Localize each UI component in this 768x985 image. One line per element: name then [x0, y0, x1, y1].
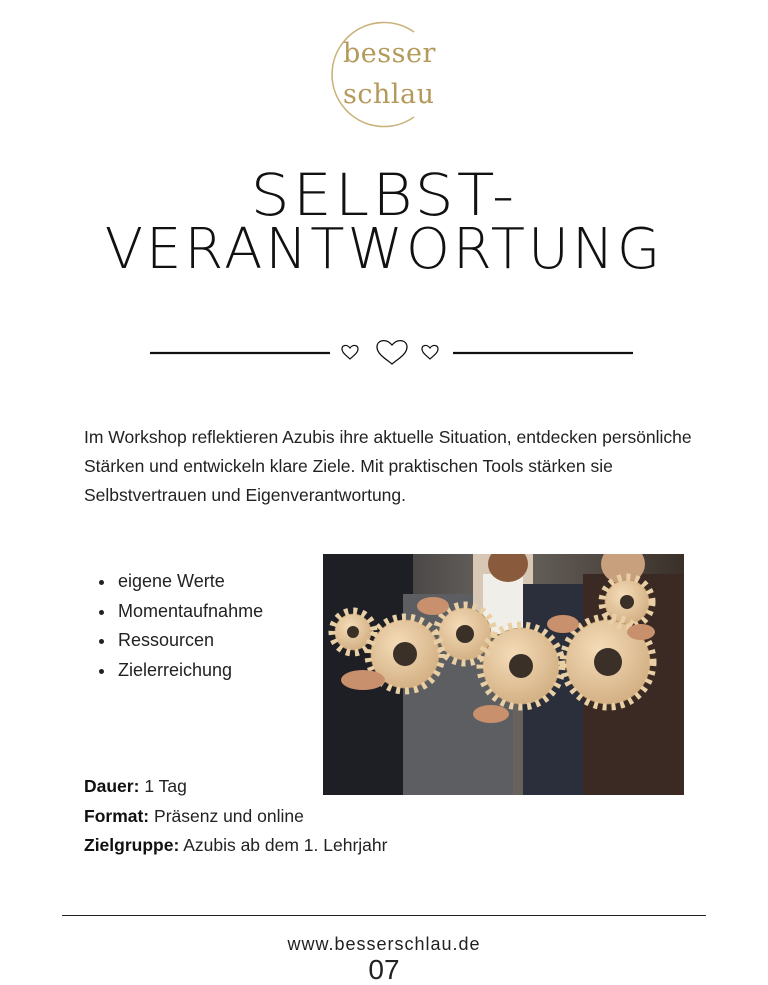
page-number: 07 [368, 954, 400, 985]
heart-outline-icon [342, 345, 358, 359]
detail-target-group: Zielgruppe: Azubis ab dem 1. Lehrjahr [84, 835, 388, 855]
list-item: • Zielerreichung [116, 656, 263, 686]
list-item: • Momentaufnahme [116, 597, 263, 627]
logo-word-2: schlau [343, 79, 435, 110]
footer-rule [62, 915, 706, 916]
page-title-line-2: VERANTWORTUNG [104, 217, 664, 282]
brand-logo [322, 18, 442, 130]
heart-outline-icon [422, 345, 438, 359]
website-link[interactable]: www.besserschlau.de [287, 934, 481, 954]
detail-duration: Dauer: 1 Tag [84, 776, 187, 796]
page-title-line-1: SELBST- [250, 161, 518, 229]
workshop-details [84, 772, 387, 861]
heart-divider [148, 336, 636, 372]
logo-word-1: besser [343, 38, 436, 69]
logo-arc-icon [322, 18, 442, 130]
intro-paragraph: Im Workshop reflektieren Azubis ihre aktuelle Situation, entdecken persönliche Stärken und entwickeln klare Ziele. Mit praktischen Tools stärken sie Selbstvertrauen und Eigenverantwortung. [84, 427, 692, 505]
teamwork-gears-photo [323, 554, 684, 795]
list-item: • Ressourcen [116, 626, 263, 656]
list-item: • eigene Werte [116, 567, 263, 597]
detail-format: Format: Präsenz und online [84, 805, 304, 826]
heart-outline-icon [377, 341, 407, 364]
topic-list [84, 567, 263, 685]
